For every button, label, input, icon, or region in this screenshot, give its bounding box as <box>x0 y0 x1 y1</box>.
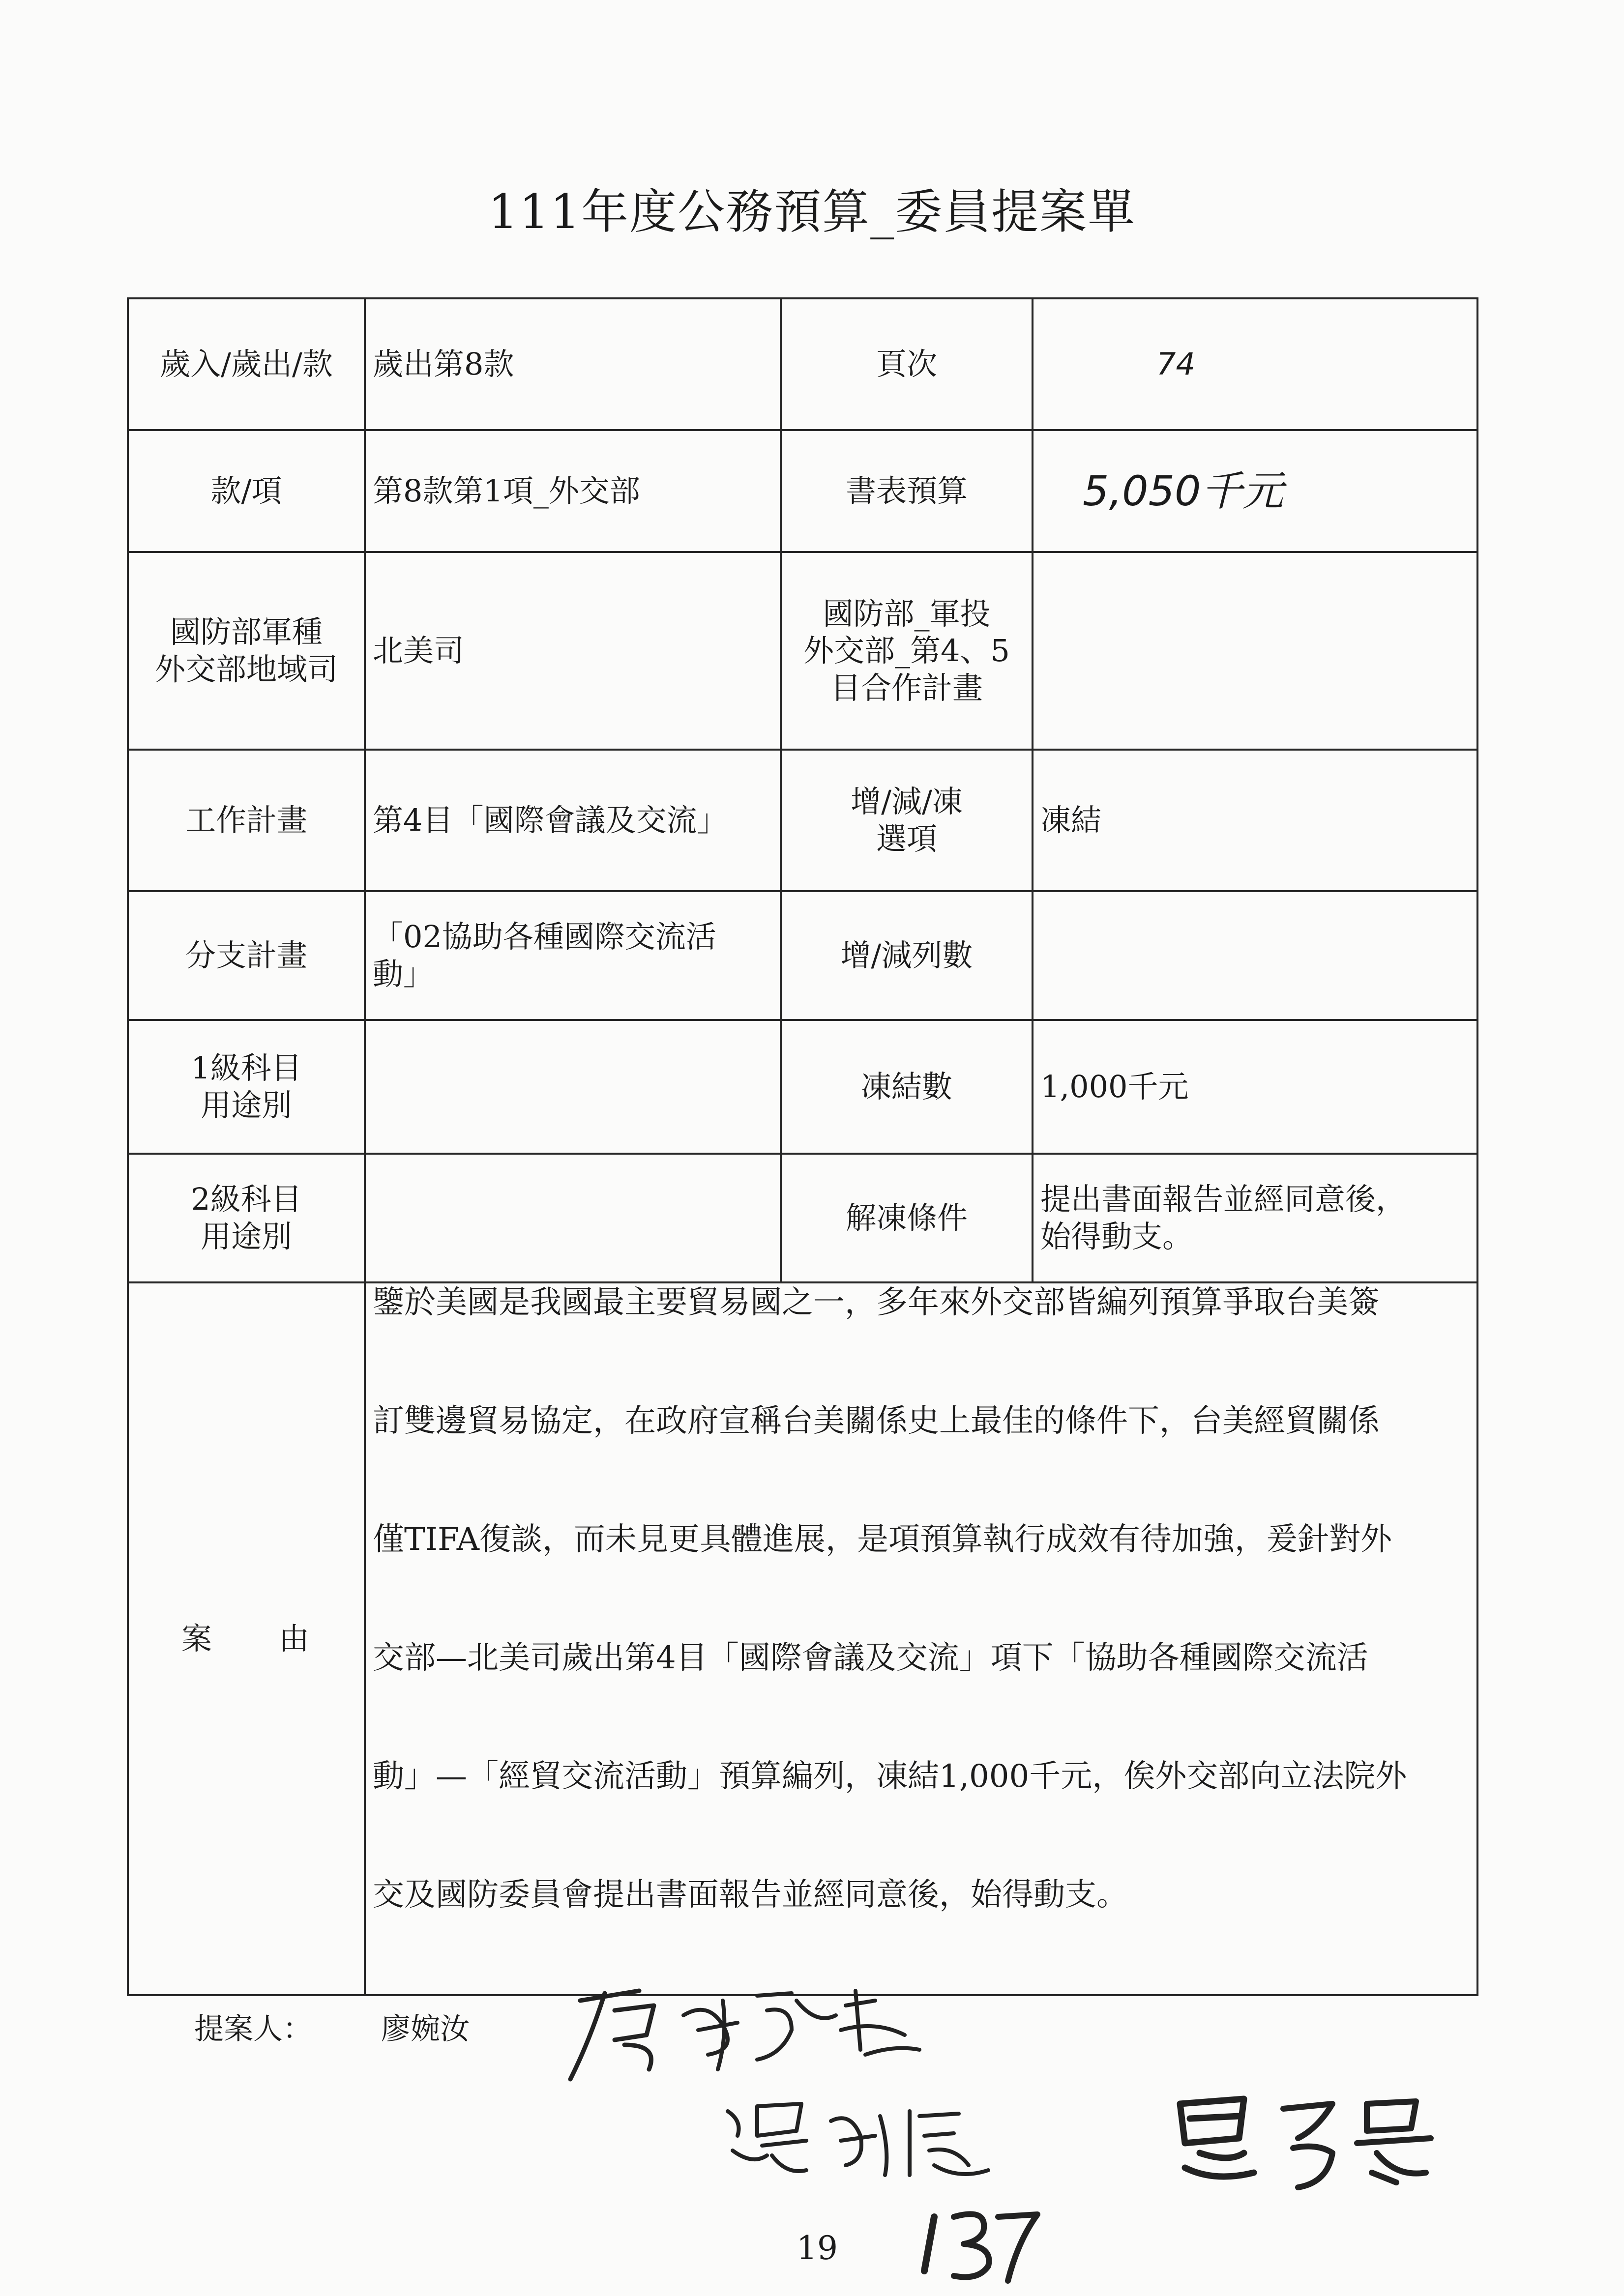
cell-label: 頁次 <box>781 298 1033 430</box>
cell-label: 歲入/歲出/款 <box>128 298 365 430</box>
cell-label: 款/項 <box>128 430 365 552</box>
signature-3 <box>1170 2084 1446 2202</box>
table-row <box>128 552 1477 750</box>
signature-2 <box>723 2092 998 2185</box>
table-row <box>128 750 1477 891</box>
handwritten-stamp-number <box>915 2187 1042 2286</box>
reason-line: 交部—北美司歲出第4目「國際會議及交流」項下「協助各種國際交流活 <box>373 1640 1368 1676</box>
reason-line: 僅TIFA復談，而未見更具體進展，是項預算執行成效有待加強，爰針對外 <box>373 1521 1392 1558</box>
cell-value <box>365 1154 781 1282</box>
table-row <box>128 298 1477 430</box>
cell-label: 國防部_軍投 外交部_第4、5 目合作計畫 <box>781 552 1033 750</box>
cell-label: 書表預算 <box>781 430 1033 552</box>
cell-value <box>1033 552 1477 750</box>
cell-value: 第4目「國際會議及交流」 <box>365 750 781 891</box>
reason-label: 案 由 <box>128 1282 365 1995</box>
proposer-label: 提案人： <box>194 2012 312 2046</box>
cell-label: 分支計畫 <box>128 891 365 1020</box>
table-row <box>128 1154 1477 1282</box>
cell-value: 提出書面報告並經同意後， 始得動支。 <box>1033 1154 1477 1282</box>
table-row <box>128 1282 1477 1995</box>
cell-label: 1級科目 用途別 <box>128 1020 365 1154</box>
cell-value: 凍結 <box>1033 750 1477 891</box>
page-ref-handwritten: 74 <box>1033 298 1477 430</box>
cell-label: 國防部軍種 外交部地域司 <box>128 552 365 750</box>
cell-label: 工作計畫 <box>128 750 365 891</box>
cell-label: 解凍條件 <box>781 1154 1033 1282</box>
table-row <box>128 430 1477 552</box>
form-title: 111年度公務預算_委員提案單 <box>488 184 1136 239</box>
budget-handwritten: 5,050千元 <box>1033 430 1477 552</box>
signature-1 <box>561 1971 924 2084</box>
table-row <box>128 1020 1477 1154</box>
cell-label: 增/減/凍 選項 <box>781 750 1033 891</box>
reason-line: 動」—「經貿交流活動」預算編列，凍結1,000千元，俟外交部向立法院外 <box>373 1758 1407 1795</box>
table-row <box>128 891 1477 1020</box>
cell-label: 凍結數 <box>781 1020 1033 1154</box>
reason-line: 交及國防委員會提出書面報告並經同意後，始得動支。 <box>373 1877 1128 1913</box>
reason-text <box>365 1282 1477 1995</box>
proposal-table <box>127 297 1478 1996</box>
cell-value: 北美司 <box>365 552 781 750</box>
cell-value: 「02協助各種國際交流活 動」 <box>365 891 781 1020</box>
cell-label: 增/減列數 <box>781 891 1033 1020</box>
cell-value <box>365 1020 781 1154</box>
reason-line: 訂雙邊貿易協定，在政府宣稱台美關係史上最佳的條件下，台美經貿關係 <box>373 1403 1380 1439</box>
reason-line: 鑒於美國是我國最主要貿易國之一，多年來外交部皆編列預算爭取台美簽 <box>373 1284 1380 1321</box>
page-number: 19 <box>797 2229 838 2267</box>
proposer-name: 廖婉汝 <box>381 2012 470 2046</box>
cell-label: 2級科目 用途別 <box>128 1154 365 1282</box>
cell-value: 歲出第8款 <box>365 298 781 430</box>
cell-value: 1,000千元 <box>1033 1020 1477 1154</box>
cell-value <box>1033 891 1477 1020</box>
cell-value: 第8款第1項_外交部 <box>365 430 781 552</box>
